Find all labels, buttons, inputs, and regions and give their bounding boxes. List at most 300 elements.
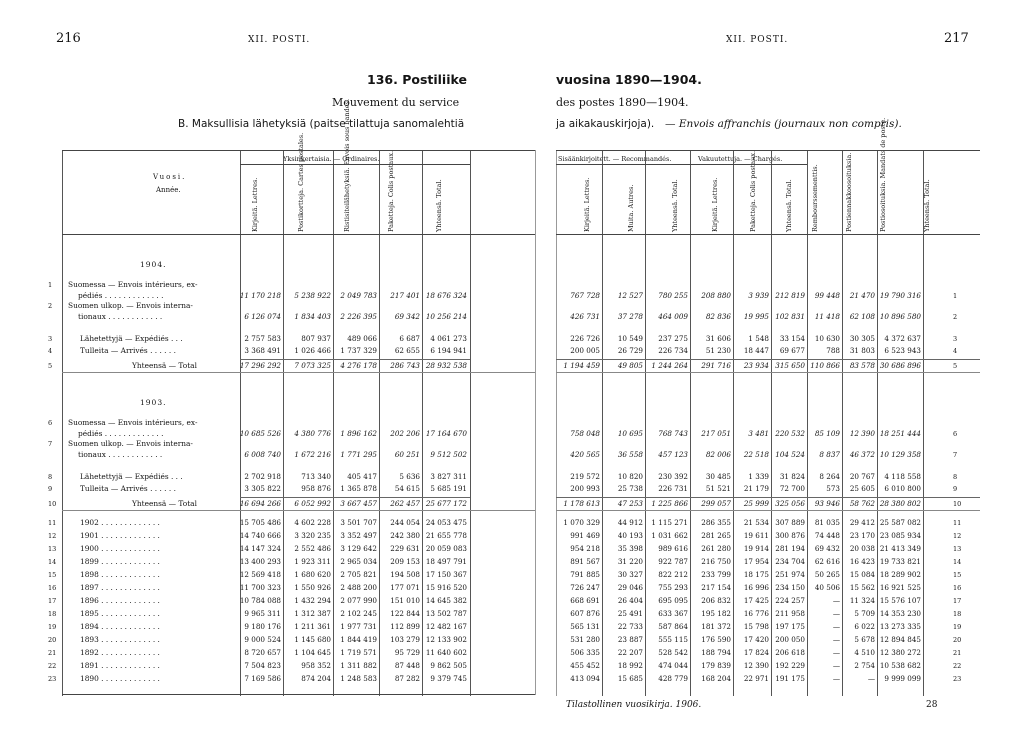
column-rule: [422, 150, 423, 696]
column-rule: [877, 150, 878, 696]
table-cell: 21 179: [743, 484, 769, 493]
table-cell: 15 798: [743, 622, 769, 631]
table-cell: 2 965 034: [340, 557, 377, 566]
table-cell: 1 211 361: [294, 622, 331, 631]
table-cell: 695 095: [658, 596, 688, 605]
column-rule: [240, 150, 241, 696]
block-bottom-rule: [556, 510, 980, 511]
header-group-ordinaires: Yksinkertaisia. — Ordinaires.: [283, 155, 380, 163]
table-cell: 8 264: [819, 472, 840, 481]
table-cell: 12 482 167: [425, 622, 467, 631]
table-cell: 40 506: [814, 583, 840, 592]
table-cell: 12 894 845: [879, 635, 921, 644]
table-cell: 18 676 324: [425, 291, 467, 300]
table-cell: 31 803: [849, 346, 875, 355]
table-cell: 758 048: [570, 429, 600, 438]
table-cell: 12 380 272: [879, 648, 921, 657]
table-cell: 93 946: [814, 499, 840, 508]
table-cell: 25 999: [743, 499, 769, 508]
table-cell: 9 965 311: [244, 609, 281, 618]
subtitle-left: Mouvement du service: [332, 96, 460, 109]
row-number: 11: [48, 519, 57, 527]
row-number-right: 6: [953, 430, 958, 438]
row-label: Tulleita — Arrivés . . . . . .: [80, 484, 176, 493]
table-cell: 14 353 230: [879, 609, 921, 618]
block-bottom-rule: [62, 510, 535, 511]
table-cell: 50 265: [814, 570, 840, 579]
table-top-rule: [62, 150, 535, 151]
table-cell: 1 244 264: [651, 361, 688, 370]
table-cell: 286 355: [701, 518, 731, 527]
table-cell: 2 552 486: [294, 544, 331, 553]
row-number-right: 5: [953, 362, 958, 370]
table-cell: 325 056: [775, 499, 805, 508]
table-cell: 1 115 271: [651, 518, 688, 527]
table-cell: 14 740 666: [239, 531, 281, 540]
table-cell: 9 000 524: [244, 635, 281, 644]
table-cell: 216 750: [701, 557, 731, 566]
row-year: 1890 . . . . . . . . . . . . .: [80, 674, 160, 683]
table-cell: 9 379 745: [430, 674, 467, 683]
table-cell: 1 031 662: [651, 531, 688, 540]
table-cell: 1 771 295: [340, 450, 377, 459]
table-cell: 122 844: [390, 609, 420, 618]
footer-page-number: 28: [926, 700, 938, 710]
row-year: 1900 . . . . . . . . . . . . .: [80, 544, 160, 553]
table-cell: 2 754: [854, 661, 875, 670]
table-cell: 251 974: [775, 570, 805, 579]
table-cell: 1 672 216: [294, 450, 331, 459]
table-cell: 2 077 990: [340, 596, 377, 605]
table-cell: 791 885: [570, 570, 600, 579]
table-cell: 14 147 324: [239, 544, 281, 553]
table-cell: 954 218: [570, 544, 600, 553]
table-cell: 28 380 802: [879, 499, 921, 508]
row-number: 19: [48, 623, 57, 631]
table-cell: 7 169 586: [244, 674, 281, 683]
table-cell: 217 051: [701, 429, 731, 438]
table-cell: 261 280: [701, 544, 731, 553]
table-cell: 6 022: [854, 622, 875, 631]
table-cell: 234 150: [775, 583, 805, 592]
table-cell: 7 073 325: [294, 361, 331, 370]
table-cell: 991 469: [570, 531, 600, 540]
table-cell: 69 677: [779, 346, 805, 355]
row-number: 12: [48, 532, 57, 540]
row-year: 1892 . . . . . . . . . . . . .: [80, 648, 160, 657]
table-cell: 713 340: [301, 472, 331, 481]
table-cell: 31 824: [779, 472, 805, 481]
table-cell: 1 844 419: [340, 635, 377, 644]
row-number-right: 22: [953, 662, 962, 670]
row-number: 7: [48, 440, 53, 448]
table-cell: 2 705 821: [340, 570, 377, 579]
column-rule: [645, 150, 646, 696]
table-cell: 103 279: [390, 635, 420, 644]
table-cell: 17 824: [743, 648, 769, 657]
row-label: Lähetettyjä — Expédiés . . .: [80, 472, 183, 481]
table-cell: 4 380 776: [294, 429, 331, 438]
row-year: 1901 . . . . . . . . . . . . .: [80, 531, 160, 540]
row-year: 1894 . . . . . . . . . . . . .: [80, 622, 160, 631]
row-label-cont: tionaux . . . . . . . . . . . .: [78, 312, 163, 321]
table-cell: 262 457: [390, 499, 420, 508]
table-cell: 6 194 941: [430, 346, 467, 355]
table-cell: 1 680 620: [294, 570, 331, 579]
table-cell: 1 070 329: [563, 518, 600, 527]
table-cell: 10 630: [814, 334, 840, 343]
table-cell: 62 108: [849, 312, 875, 321]
row-number-right: 15: [953, 571, 962, 579]
table-cell: 54 615: [394, 484, 420, 493]
running-head-left: XII. POSTI.: [248, 35, 311, 45]
table-cell: 12 133 902: [425, 635, 467, 644]
table-cell: 102 831: [775, 312, 805, 321]
table-cell: 3 939: [748, 291, 769, 300]
table-cell: 457 123: [658, 450, 688, 459]
table-cell: 2 757 583: [244, 334, 281, 343]
row-number-right: 16: [953, 584, 962, 592]
table-cell: 891 567: [570, 557, 600, 566]
row-year: 1902 . . . . . . . . . . . . .: [80, 518, 160, 527]
table-cell: 219 572: [570, 472, 600, 481]
table-cell: 25 605: [849, 484, 875, 493]
table-cell: 10 685 526: [239, 429, 281, 438]
table-cell: 4 061 273: [430, 334, 467, 343]
table-cell: 21 534: [743, 518, 769, 527]
table-cell: 4 118 558: [884, 472, 921, 481]
table-cell: 3 481: [748, 429, 769, 438]
table-cell: 44 912: [617, 518, 643, 527]
table-cell: 1 432 294: [294, 596, 331, 605]
table-bottom-rule: [62, 694, 535, 695]
column-rule: [283, 150, 284, 696]
table-cell: 1 178 613: [563, 499, 600, 508]
table-cell: 20 767: [849, 472, 875, 481]
table-cell: 22 207: [617, 648, 643, 657]
row-number-right: 7: [953, 451, 958, 459]
table-cell: 489 066: [347, 334, 377, 343]
table-cell: 83 578: [849, 361, 875, 370]
table-cell: 555 115: [658, 635, 688, 644]
table-cell: 668 691: [570, 596, 600, 605]
table-cell: 72 700: [779, 484, 805, 493]
table-cell: 82 006: [705, 450, 731, 459]
table-cell: 6 126 074: [244, 312, 281, 321]
table-cell: 8 720 657: [244, 648, 281, 657]
row-number-right: 10: [953, 500, 962, 508]
row-number: 4: [48, 347, 53, 355]
table-cell: 47 253: [617, 499, 643, 508]
header-group-charges: Vakuutettuja. — Chargés.: [698, 155, 783, 163]
table-cell: 13 400 293: [239, 557, 281, 566]
table-cell: 15 562: [849, 583, 875, 592]
table-cell: 51 230: [705, 346, 731, 355]
table-cell: 15 685: [617, 674, 643, 683]
table-cell: 19 995: [743, 312, 769, 321]
table-cell: 40 193: [617, 531, 643, 540]
table-cell: 9 512 502: [430, 450, 467, 459]
header-col-yhteensa: Yhteensä. Total.: [435, 179, 443, 232]
year-heading: 1904.: [140, 260, 167, 269]
header-col-ch-yhteensa: Yhteensä. Total.: [785, 179, 793, 232]
table-cell: 244 054: [390, 518, 420, 527]
table-cell: 226 731: [658, 484, 688, 493]
table-cell: 211 958: [775, 609, 805, 618]
header-annee: Année.: [156, 186, 181, 194]
table-cell: 18 251 444: [879, 429, 921, 438]
row-number-right: 20: [953, 636, 962, 644]
table-cell: —: [832, 661, 840, 670]
table-cell: 212 819: [775, 291, 805, 300]
row-label: Lähetettyjä — Expédiés . . .: [80, 334, 183, 343]
subtotal-rule: [556, 359, 980, 360]
table-cell: 4 372 637: [884, 334, 921, 343]
table-cell: 15 576 107: [879, 596, 921, 605]
table-cell: 26 404: [617, 596, 643, 605]
column-rule: [923, 150, 924, 696]
table-cell: 74 448: [814, 531, 840, 540]
table-cell: 168 204: [701, 674, 731, 683]
row-number-right: 1: [953, 292, 958, 300]
table-cell: 229 631: [390, 544, 420, 553]
table-cell: 110 866: [810, 361, 840, 370]
table-cell: 299 057: [701, 499, 731, 508]
row-number-right: 21: [953, 649, 962, 657]
table-cell: —: [832, 635, 840, 644]
page-number-right: 217: [944, 31, 969, 46]
table-cell: 307 889: [775, 518, 805, 527]
column-rule: [62, 150, 63, 696]
table-cell: 28 932 538: [425, 361, 467, 370]
table-cell: 17 150 367: [425, 570, 467, 579]
table-cell: 5 238 922: [294, 291, 331, 300]
header-vuosi: Vuosi.: [153, 173, 187, 181]
table-cell: 607 876: [570, 609, 600, 618]
table-cell: 633 367: [658, 609, 688, 618]
table-cell: 1 896 162: [340, 429, 377, 438]
table-cell: 37 278: [617, 312, 643, 321]
table-cell: 17 425: [743, 596, 769, 605]
table-cell: 30 686 896: [879, 361, 921, 370]
table-cell: 30 485: [705, 472, 731, 481]
table-cell: 768 743: [658, 429, 688, 438]
table-cell: 17 296 292: [239, 361, 281, 370]
row-label: Suomessa — Envois intérieurs, ex-: [68, 418, 198, 427]
header-col-kirjeita: Kirjeitä. Lettres.: [251, 177, 259, 232]
table-cell: 22 518: [743, 450, 769, 459]
row-number: 3: [48, 335, 53, 343]
header-bottom-rule: [556, 234, 980, 235]
table-cell: 565 131: [570, 622, 600, 631]
row-number: 9: [48, 485, 53, 493]
row-number: 23: [48, 675, 57, 683]
table-cell: 16 921 525: [879, 583, 921, 592]
table-cell: 25 738: [617, 484, 643, 493]
table-cell: 2 049 783: [340, 291, 377, 300]
table-cell: 17 954: [743, 557, 769, 566]
table-cell: 112 899: [390, 622, 420, 631]
section-title-right-b: — Envois affranchis (journaux non compris).: [665, 118, 902, 130]
section-title-left: B. Maksullisia lähetyksiä (paitse tilattuja sanomalehtiä: [178, 118, 465, 130]
column-rule: [379, 150, 380, 696]
header-col-total: Yhteensä. Total.: [923, 179, 931, 232]
table-cell: 18 497 791: [425, 557, 467, 566]
table-cell: 29 412: [849, 518, 875, 527]
table-cell: 5 678: [854, 635, 875, 644]
table-cell: 1 719 571: [340, 648, 377, 657]
table-cell: 1 737 329: [340, 346, 377, 355]
table-cell: 958 352: [301, 661, 331, 670]
table-cell: 5 709: [854, 609, 875, 618]
table-cell: 206 832: [701, 596, 731, 605]
table-cell: 1 365 878: [340, 484, 377, 493]
table-cell: 3 129 642: [340, 544, 377, 553]
table-cell: 151 010: [390, 596, 420, 605]
table-cell: 15 705 486: [239, 518, 281, 527]
table-cell: 181 372: [701, 622, 731, 631]
table-cell: 989 616: [658, 544, 688, 553]
row-number: 17: [48, 597, 57, 605]
table-cell: 17 164 670: [425, 429, 467, 438]
table-cell: 13 273 335: [879, 622, 921, 631]
table-cell: 202 206: [390, 429, 420, 438]
table-cell: 1 145 680: [294, 635, 331, 644]
row-number-right: 14: [953, 558, 962, 566]
table-cell: 230 392: [658, 472, 688, 481]
table-cell: 528 542: [658, 648, 688, 657]
table-cell: 200 050: [775, 635, 805, 644]
row-number: 15: [48, 571, 57, 579]
header-col-ch-kirjeita: Kirjeitä. Lettres.: [711, 177, 719, 232]
table-cell: 531 280: [570, 635, 600, 644]
block-bottom-rule: [556, 372, 980, 373]
row-number-right: 11: [953, 519, 962, 527]
title-right: vuosina 1890—1904.: [556, 72, 702, 87]
table-cell: 6 008 740: [244, 450, 281, 459]
table-cell: 464 009: [658, 312, 688, 321]
table-cell: 60 251: [394, 450, 420, 459]
table-cell: 12 390: [849, 429, 875, 438]
table-cell: —: [832, 648, 840, 657]
row-number-right: 23: [953, 675, 962, 683]
table-cell: 1 550 926: [294, 583, 331, 592]
year-heading: 1903.: [140, 398, 167, 407]
table-cell: 428 779: [658, 674, 688, 683]
section-title-right-a: ja aikakauskirjoja).: [556, 118, 655, 130]
table-cell: 281 265: [701, 531, 731, 540]
table-cell: 2 226 395: [340, 312, 377, 321]
table-cell: 188 794: [701, 648, 731, 657]
table-cell: 194 508: [390, 570, 420, 579]
table-top-rule: [556, 150, 980, 151]
row-number-right: 9: [953, 485, 958, 493]
table-cell: 6 687: [399, 334, 420, 343]
header-col-rec-kirjeita: Kirjeitä. Lettres.: [583, 177, 591, 232]
table-cell: 3 667 457: [340, 499, 377, 508]
column-rule: [690, 150, 691, 696]
table-cell: 220 532: [775, 429, 805, 438]
group-rule: [240, 164, 470, 165]
subtitle-right: des postes 1890—1904.: [556, 96, 689, 109]
row-year: 1897 . . . . . . . . . . . . .: [80, 583, 160, 592]
table-cell: 405 417: [347, 472, 377, 481]
row-number: 10: [48, 500, 57, 508]
table-cell: 20 038: [849, 544, 875, 553]
block-bottom-rule: [62, 372, 535, 373]
table-cell: 62 616: [814, 557, 840, 566]
table-cell: 9 999 099: [884, 674, 921, 683]
row-number: 2: [48, 302, 53, 310]
table-cell: 2 702 918: [244, 472, 281, 481]
table-cell: 1 248 583: [340, 674, 377, 683]
table-cell: 23 887: [617, 635, 643, 644]
table-cell: 5 685 191: [430, 484, 467, 493]
table-cell: 209 153: [390, 557, 420, 566]
row-number-right: 4: [953, 347, 958, 355]
table-cell: 46 372: [849, 450, 875, 459]
table-cell: 300 876: [775, 531, 805, 540]
row-label-total: Yhteensä — Total: [132, 499, 197, 508]
running-head-right: XII. POSTI.: [726, 35, 789, 45]
table-cell: 874 204: [301, 674, 331, 683]
table-cell: 922 787: [658, 557, 688, 566]
table-cell: 22 971: [743, 674, 769, 683]
table-cell: —: [832, 609, 840, 618]
table-cell: 10 538 682: [879, 661, 921, 670]
table-cell: 1 194 459: [563, 361, 600, 370]
table-cell: 4 602 228: [294, 518, 331, 527]
row-number: 6: [48, 419, 53, 427]
table-cell: 10 256 214: [425, 312, 467, 321]
table-cell: 4 276 178: [340, 361, 377, 370]
table-cell: 18 447: [743, 346, 769, 355]
table-cell: 234 704: [775, 557, 805, 566]
title-left: 136. Postiliike: [367, 72, 467, 87]
table-cell: 315 650: [775, 361, 805, 370]
table-cell: 420 565: [570, 450, 600, 459]
table-cell: 69 342: [394, 312, 420, 321]
table-cell: 18 992: [617, 661, 643, 670]
table-cell: 226 734: [658, 346, 688, 355]
row-label: Suomessa — Envois intérieurs, ex-: [68, 280, 198, 289]
table-cell: 95 729: [394, 648, 420, 657]
row-number-right: 12: [953, 532, 962, 540]
table-cell: 587 864: [658, 622, 688, 631]
table-cell: 11 700 323: [239, 583, 281, 592]
table-cell: 1 339: [748, 472, 769, 481]
table-cell: 51 521: [705, 484, 731, 493]
table-cell: 233 799: [701, 570, 731, 579]
table-cell: 19 733 821: [879, 557, 921, 566]
table-cell: 1 923 311: [294, 557, 331, 566]
header-col-ch-paketteja: Paketteja. Colis postaux.: [749, 150, 757, 232]
row-number: 5: [48, 362, 53, 370]
table-cell: —: [867, 674, 875, 683]
table-cell: 3 352 497: [340, 531, 377, 540]
table-cell: 18 289 902: [879, 570, 921, 579]
table-cell: 85 109: [814, 429, 840, 438]
table-cell: 195 182: [701, 609, 731, 618]
header-col-rec-yhteensa: Yhteensä. Total.: [671, 179, 679, 232]
table-cell: 217 154: [701, 583, 731, 592]
table-cell: 179 839: [701, 661, 731, 670]
table-cell: 35 398: [617, 544, 643, 553]
table-cell: 12 569 418: [239, 570, 281, 579]
row-label: Tulleita — Arrivés . . . . . .: [80, 346, 176, 355]
table-cell: 9 180 176: [244, 622, 281, 631]
table-cell: 426 731: [570, 312, 600, 321]
